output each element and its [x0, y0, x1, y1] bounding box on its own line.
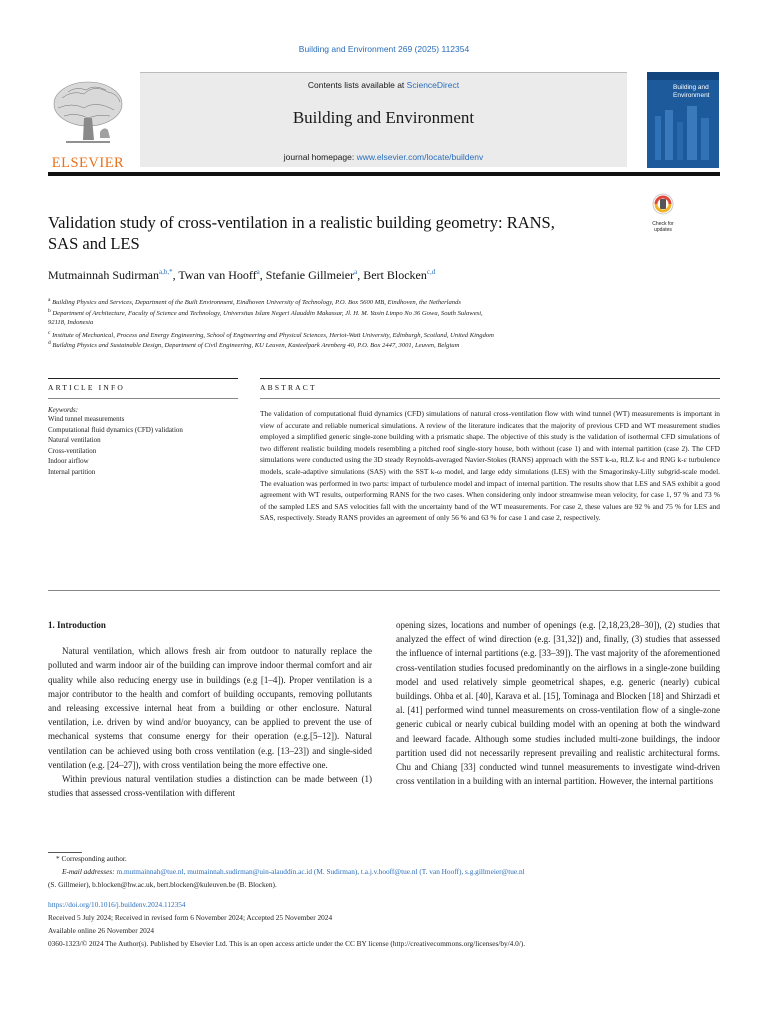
affiliation-marker: c	[48, 330, 51, 336]
article-info-sub-rule	[48, 398, 238, 399]
doi-link[interactable]: https://doi.org/10.1016/j.buildenv.2024.112354	[48, 900, 186, 909]
check-updates-label: Check for updates	[652, 221, 674, 233]
affiliation-marker: b	[48, 308, 51, 314]
author-affiliation-marker[interactable]: c,d	[426, 268, 436, 276]
elsevier-logo	[48, 78, 128, 171]
contents-line	[140, 80, 627, 90]
author-name[interactable]: Stefanie Gillmeier	[265, 268, 355, 282]
keyword-item: Computational fluid dynamics (CFD) validation	[48, 425, 183, 434]
affiliation	[48, 307, 720, 319]
keyword-item: Natural ventilation	[48, 436, 101, 445]
publication-info	[48, 898, 720, 950]
affiliation-text: Institute of Mechanical, Process and Energy Engineering, School of Engineering and Physical Sciences, Heriot-Watt University, Edinburgh, Scotland, United Kingdom	[52, 332, 494, 340]
author-name[interactable]: Mutmainnah Sudirman	[48, 268, 159, 282]
received-dates: Received 5 July 2024; Received in revised form 6 November 2024; Accepted 25 November 2024	[48, 913, 333, 922]
body-paragraph: Within previous natural ventilation studies a distinction can be made between (1) studies that assessed cross-ventilation with different	[48, 774, 372, 799]
author-name[interactable]: Bert Blocken	[363, 268, 427, 282]
affiliation	[48, 339, 720, 351]
corresponding-author-note: * Corresponding author.	[56, 854, 127, 863]
homepage-link[interactable]: www.elsevier.com/locate/buildenv	[356, 152, 484, 162]
copyright-license[interactable]: 0360-1323/© 2024 The Author(s). Published by Elsevier Ltd. This is an open access article under the CC BY license (http://creativecommons.org/licenses/by/4.0/).	[48, 939, 526, 948]
author-name[interactable]: Twan van Hooff	[178, 268, 257, 282]
email-addresses-cont[interactable]: (S. Gillmeier), b.blocken@hw.ac.uk, bert.blocken@kuleuven.be (B. Blocken).	[48, 880, 277, 889]
article-title-line-1: Validation study of cross-ventilation in a realistic building geometry: RANS,	[48, 213, 555, 232]
publisher-wordmark: ELSEVIER	[51, 155, 125, 171]
author-affiliation-marker[interactable]: a	[256, 268, 260, 276]
affiliation-marker: d	[48, 340, 51, 346]
abstract-heading: ABSTRACT	[260, 383, 317, 392]
cover-title-1: Building and	[673, 84, 709, 91]
keyword-item: Indoor airflow	[48, 457, 89, 466]
email-addresses	[48, 865, 720, 878]
header-divider	[48, 172, 720, 176]
body-left-column	[48, 618, 372, 800]
check-for-updates-button[interactable]	[648, 192, 678, 233]
contents-prefix: Contents lists available at	[307, 80, 407, 90]
author-affiliation-marker[interactable]: a	[354, 268, 358, 276]
affiliation-text: Department of Architecture, Faculty of Science and Technology, Universitas Islam Negeri Alauddin Makassar, Jl. H. M. Yasin Limpo No 36 Gowa, South Sulawesi,	[52, 310, 483, 318]
elsevier-tree-icon	[48, 78, 128, 150]
keyword-item: Cross-ventilation	[48, 446, 97, 455]
article-title-line-2: SAS and LES	[48, 234, 140, 253]
check-updates-icon	[648, 192, 678, 216]
body-right-column	[396, 618, 720, 788]
journal-homepage	[140, 152, 627, 162]
affiliation-marker: a	[48, 297, 51, 303]
affiliation-text: Building Physics and Sustainable Design, Department of Civil Engineering, KU Leuven, Kasteelpark Arenberg 40, P.O. Box 2447, 3001, Leuven, Belgium	[52, 342, 460, 350]
footnotes	[48, 852, 720, 891]
abstract-text: The validation of computational fluid dynamics (CFD) simulations of natural cross-ventilation flow with wind tunnel (WT) measurements is important in view of accurate and reliable numerical simulations. A review of the literature indicates that the majority of previous CFD and WT measurement studies employed a simplified generic single-zone building with a prismatic shape. The objective of this study is the validation of isothermal CFD simulations of two different realistic building models resembling a pitched roof single-story house, both without (case 1) and with internal partition (case 2). The CFD simulations were conducted using the 3D steady Reynolds-averaged Navier-Stokes (RANS) approach with the SST k-ω, RLZ k-ε and RNG k-ε turbulence models, scale-adaptive simulations (SAS) with the SST k-ω model, and large eddy simulations (LES) with the Smagorinsky-Lilly subgrid-scale model. The evaluation was performed in two parts: impact of turbulence model and impact of internal partition. The results show that LES and SAS exhibit a good agreement with WT results, outperforming RANS for the two cases. When considering only indoor streamwise mean velocity, for case 1, 97 % and 73 % of the sampled LES and SAS velocities fall with the uncertainty band of the WT measurements. For case 2, these values are 92 % and 75 % for LES and SAS, respectively. Steady RANS provides an agreement of only 56 % and 63 % for case 1 and case 2, respectively.	[260, 409, 720, 523]
available-online-date: Available online 26 November 2024	[48, 926, 155, 935]
journal-cover[interactable]	[647, 72, 719, 168]
keywords-block	[48, 406, 248, 478]
journal-title: Building and Environment	[292, 108, 475, 127]
body-paragraph: opening sizes, locations and number of openings (e.g. [2,18,23,28–30]), (2) studies that analyzed the effect of wind direction (e.g. [31,32]) and, finally, (3) studies that assessed the influence of internal partitions (e.g. [33–39]). The vast majority of the aforementioned cross-ventilation studies focused predominantly on the airflows in a single-zone building model and used relatively simple geometrical shapes, e.g. generic (nearly) cubical buildings. Ohba et al. [40], Karava et al. [15], Tominaga and Blocken [18] and Shirzadi et al. [41] performed wind tunnel measurements on cross-ventilation flow of a single-zone generic cubical or nearly cubical building model with an opening at both the windward and leeward facade. Although some studies included multi-zone buildings, the indoor partition used did not necessarily represent prevailing and realistic architectural forms. Chu and Chiang [33] conducted wind tunnel measurements to investigate wind-driven cross ventilation in a building with an internal partition. However, the internal partitions	[396, 620, 720, 787]
affiliation-text: Building Physics and Services, Department of the Built Environment, Eindhoven University of Technology, P.O. Box 5600 MB, Eindhoven, the Netherlands	[52, 299, 461, 307]
cover-title-2: Environment	[673, 92, 710, 99]
keyword-item: Internal partition	[48, 467, 96, 476]
email-links[interactable]: m.mutmainnah@tue.nl, mutmainnah.sudirman@uin-alauddin.ac.id (M. Sudirman), t.a.j.v.hooff@tue.nl (T. van Hooff), s.g.gillmeier@tue.nl	[116, 867, 525, 876]
article-title	[48, 212, 638, 254]
body-paragraph: Natural ventilation, which allows fresh air from outdoor to naturally replace the polluted and warm indoor air of the building can improve indoor thermal comfort and air quality while also reducing energy use in buildings (e.g [1–4]). Proper ventilation is a major contributor to the health and comfort of building occupants, removing pollutants and releasing excessive internal heat from a building or other enclosure. Natural ventilation, i.e. driven by wind and/or buoyancy, can be applied to prevent the use of mechanical systems that consume energy for their operation (e.g.[5–12]). Natural ventilation can be achieved using both cross ventilation (e.g. [13–23]) and single-sided ventilation (e.g. [24–27]), with cross ventilation being the more effective one.	[48, 646, 372, 770]
affiliation-text: 92118, Indonesia	[48, 319, 94, 326]
article-info-heading: ARTICLE INFO	[48, 383, 125, 392]
sciencedirect-link[interactable]: ScienceDirect	[406, 80, 460, 90]
keyword-item: Wind tunnel measurements	[48, 415, 125, 423]
section-heading-introduction: 1. Introduction	[48, 620, 106, 630]
abstract-bottom-rule	[48, 590, 720, 591]
author-list: Mutmainnah Sudirman$^{a,b,*}$, Twan van Hooff$^a$, Stefanie Gillmeier$^a$, Bert Blocken$^{c,d}$	[48, 268, 436, 282]
author-affiliation-marker[interactable]: a,b,*	[159, 268, 173, 276]
keywords-label: Keywords:	[48, 406, 79, 414]
abstract-top-rule	[260, 378, 720, 379]
article-info-top-rule	[48, 378, 238, 379]
affiliation	[48, 296, 720, 308]
homepage-prefix: journal homepage:	[283, 152, 357, 162]
abstract-sub-rule	[260, 398, 720, 399]
journal-reference[interactable]: Building and Environment 269 (2025) 112354	[298, 44, 470, 54]
email-label: E-mail addresses:	[62, 867, 117, 876]
affiliation	[48, 318, 720, 328]
